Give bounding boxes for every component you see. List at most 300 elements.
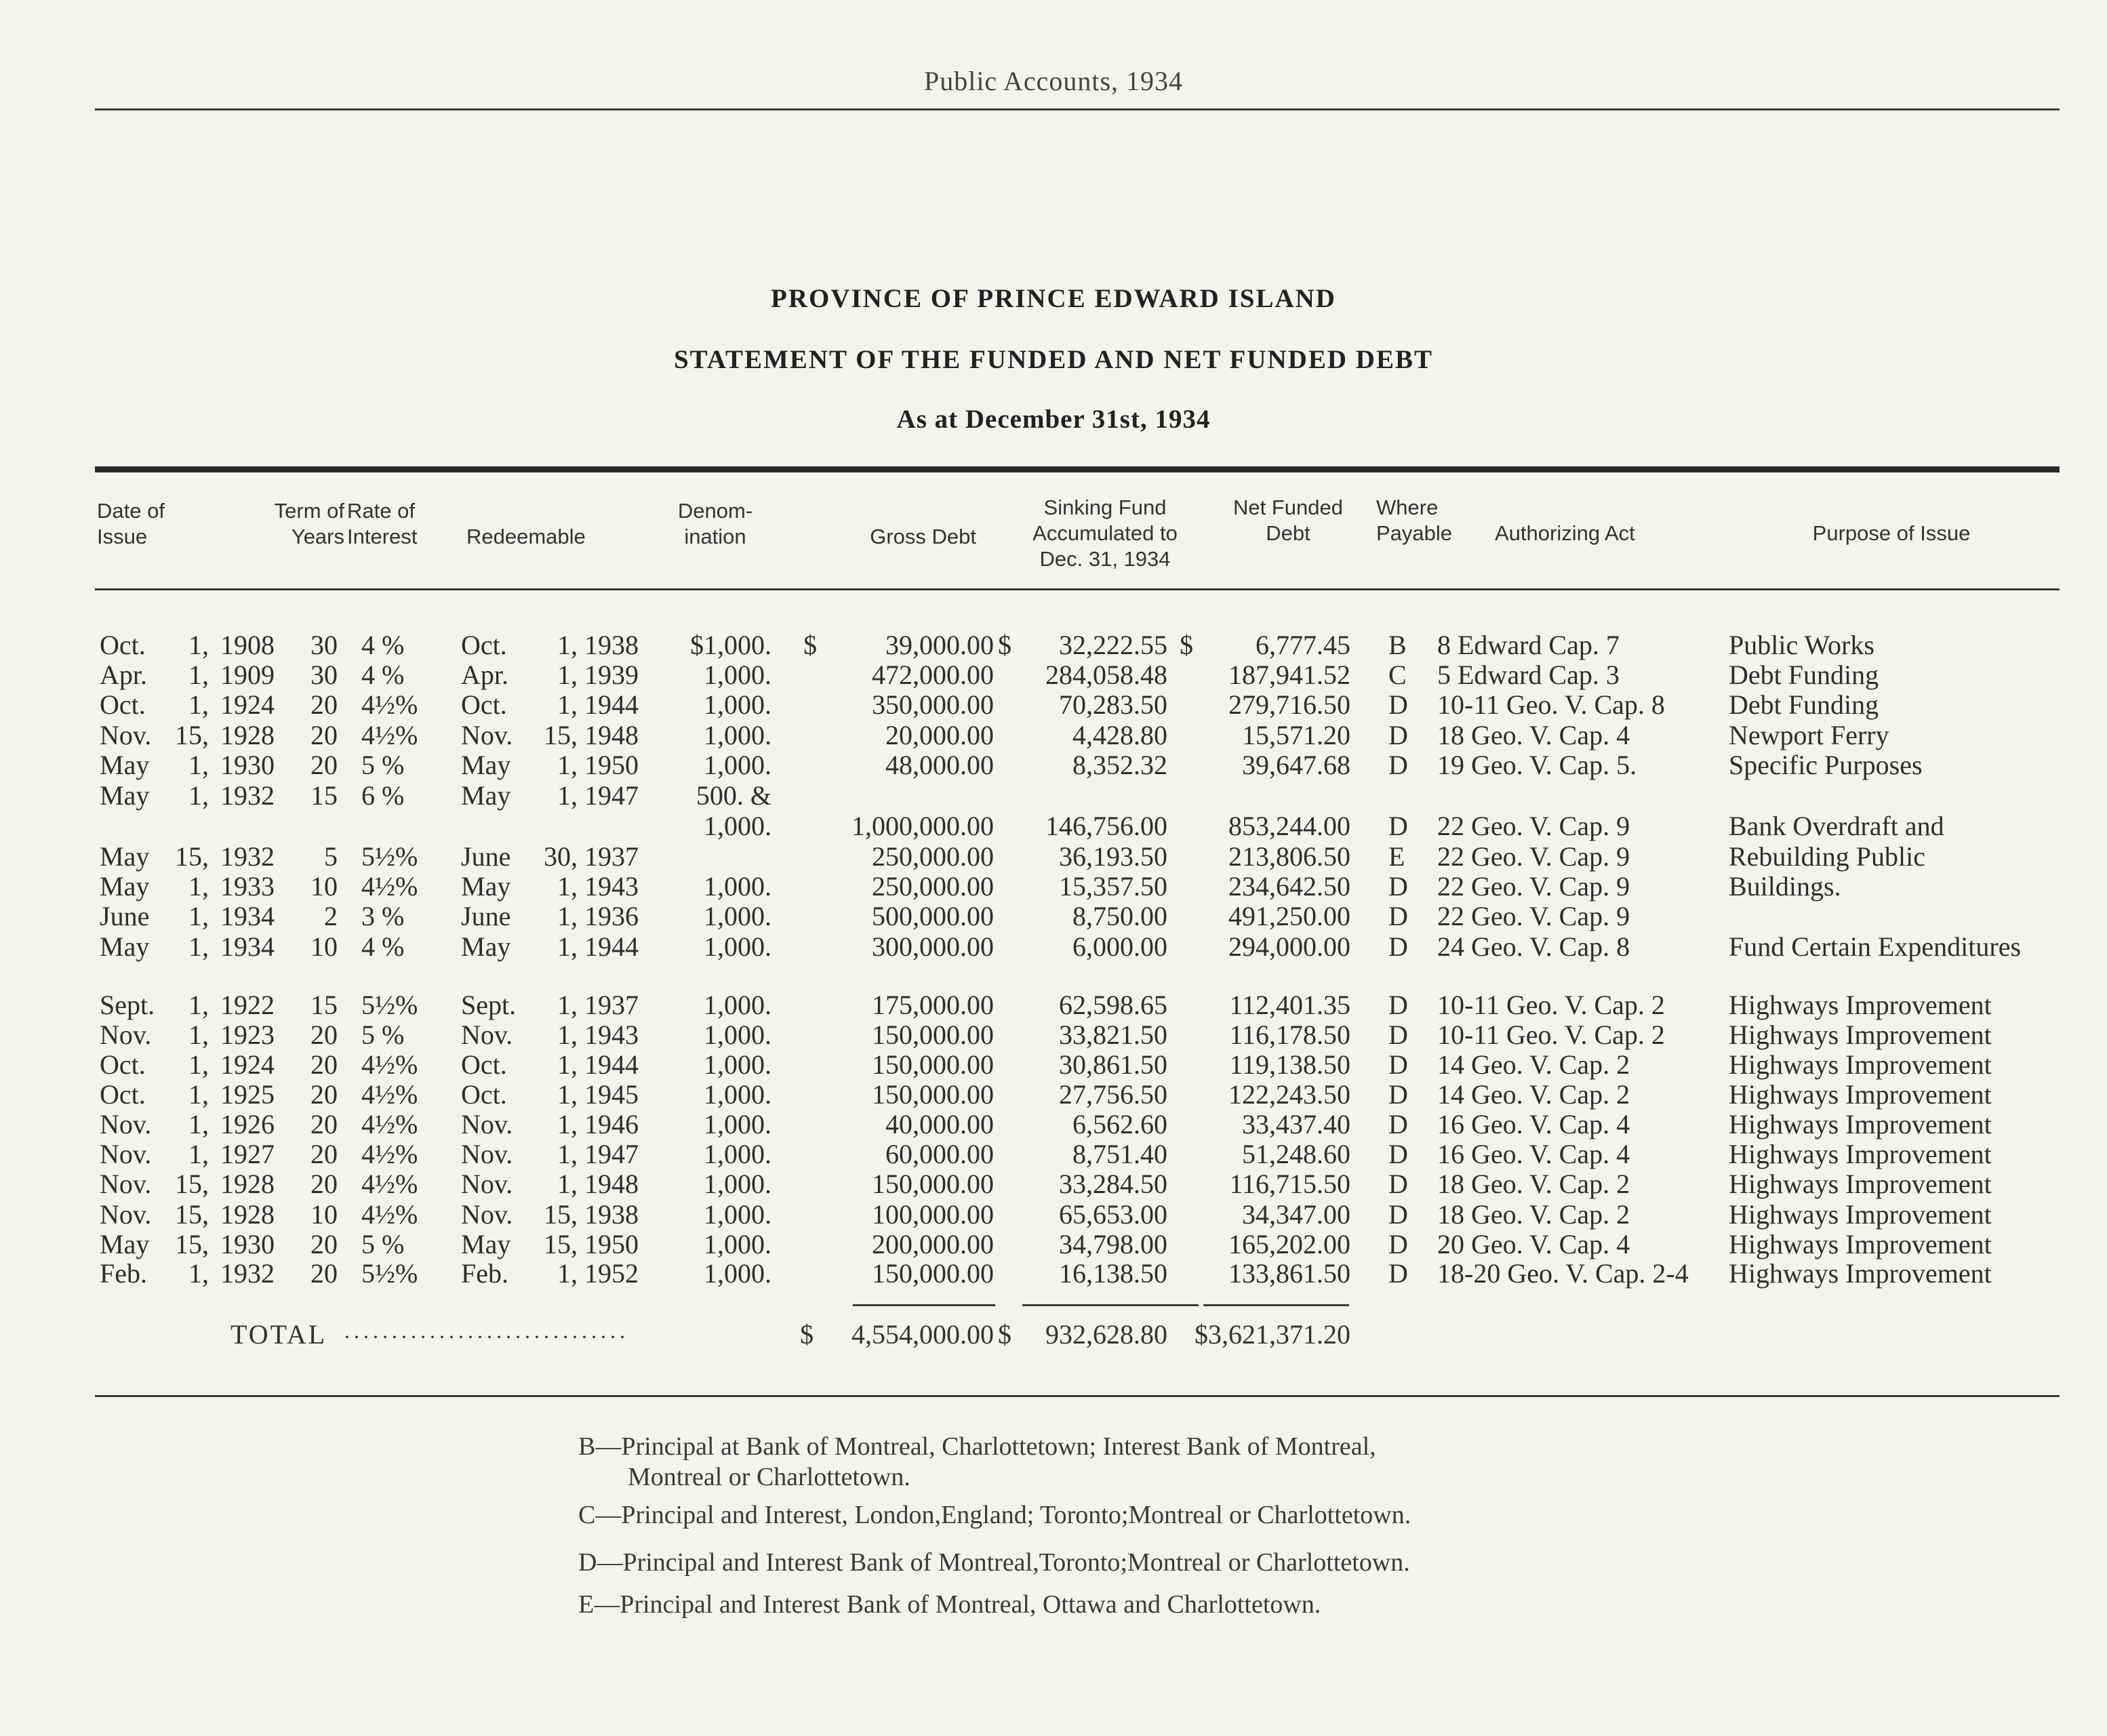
note-e: E—Principal and Interest Bank of Montreal, Ottawa and Charlottetown.	[578, 1590, 1321, 1619]
net-funded-debt: 15,571.20	[1242, 720, 1350, 750]
redeem-year: 1946	[584, 1109, 639, 1139]
issue-year: 1930	[220, 1229, 275, 1259]
purpose-of-issue: Specific Purposes	[1729, 750, 1923, 780]
authorizing-act: 14 Geo. V. Cap. 2	[1437, 1079, 1630, 1110]
title-statement: STATEMENT OF THE FUNDED AND NET FUNDED DEBT	[673, 345, 1434, 374]
purpose-of-issue: Highways Improvement	[1729, 1139, 1992, 1169]
purpose-of-issue: Highways Improvement	[1729, 1229, 1992, 1259]
where-payable: D	[1388, 990, 1408, 1020]
purpose-of-issue: Bank Overdraft and	[1729, 811, 1944, 841]
authorizing-act: 22 Geo. V. Cap. 9	[1437, 871, 1630, 902]
gross-debt: 1,000,000.00	[851, 811, 994, 841]
total-rule-sinking	[1022, 1304, 1199, 1306]
redeem-month: May	[461, 871, 511, 902]
total-net-funded: $3,621,371.20	[1195, 1319, 1350, 1350]
interest-rate: 4½%	[361, 720, 418, 750]
issue-month: Nov.	[100, 1109, 152, 1139]
table-row	[0, 1108, 2107, 1138]
net-funded-debt: 853,244.00	[1228, 811, 1350, 841]
total-gross-prefix: $	[800, 1319, 814, 1350]
where-payable: D	[1388, 1079, 1408, 1110]
sinking-fund: 284,058.48	[1045, 660, 1167, 690]
gross-debt: 472,000.00	[872, 660, 994, 690]
net-funded-debt: 213,806.50	[1228, 841, 1350, 872]
issue-year: 1928	[220, 1199, 275, 1230]
interest-rate: 4½%	[361, 1169, 418, 1199]
sinking-fund: 30,861.50	[1059, 1049, 1167, 1080]
term-years: 30	[310, 630, 338, 660]
issue-day: 1,	[188, 931, 209, 962]
col-rate: Rate of Interest	[347, 499, 418, 548]
issue-day: 1,	[188, 871, 209, 902]
interest-rate: 5 %	[361, 1020, 405, 1050]
redeem-month: Nov.	[461, 720, 513, 750]
denomination: 1,000.	[704, 750, 771, 780]
table-row	[0, 629, 2107, 659]
issue-month: May	[100, 931, 150, 962]
issue-year: 1930	[220, 750, 275, 780]
redeem-month: May	[461, 1229, 511, 1259]
where-payable: C	[1388, 660, 1407, 690]
table-row	[0, 780, 2107, 809]
net-funded-debt: 33,437.40	[1242, 1109, 1350, 1139]
sinking-fund: 32,222.55	[1059, 630, 1167, 660]
table-row	[0, 931, 2107, 961]
purpose-of-issue: Highways Improvement	[1729, 1079, 1992, 1110]
issue-day: 1,	[188, 901, 209, 931]
interest-rate: 4 %	[361, 660, 405, 690]
interest-rate: 5½%	[361, 1258, 418, 1289]
redeem-year: 1948	[584, 1169, 639, 1199]
redeem-year: 1943	[584, 1020, 639, 1050]
issue-month: May	[100, 841, 150, 872]
table-bottom-rule	[95, 1395, 2060, 1397]
authorizing-act: 22 Geo. V. Cap. 9	[1437, 901, 1630, 931]
where-payable: D	[1388, 689, 1408, 720]
issue-day: 1,	[188, 660, 209, 690]
interest-rate: 4½%	[361, 1109, 418, 1139]
term-years: 15	[310, 780, 338, 811]
interest-rate: 5½%	[361, 990, 418, 1020]
authorizing-act: 19 Geo. V. Cap. 5.	[1437, 750, 1637, 780]
redeem-day: 1,	[557, 750, 578, 780]
purpose-of-issue: Debt Funding	[1729, 660, 1879, 690]
redeem-day: 1,	[557, 990, 578, 1020]
issue-year: 1927	[220, 1139, 275, 1169]
purpose-of-issue: Rebuilding Public	[1729, 841, 1925, 872]
denomination: 1,000.	[704, 1258, 771, 1289]
purpose-of-issue: Highways Improvement	[1729, 1199, 1992, 1230]
net-funded-debt: 119,138.50	[1229, 1049, 1350, 1080]
redeem-day: 15,	[544, 1199, 578, 1230]
term-years: 20	[310, 1049, 338, 1080]
sinking-prefix: $	[998, 630, 1011, 660]
net-funded-debt: 6,777.45	[1256, 630, 1350, 660]
redeem-year: 1947	[584, 1139, 639, 1169]
issue-day: 1,	[188, 1109, 209, 1139]
interest-rate: 4 %	[361, 630, 405, 660]
gross-debt: 150,000.00	[872, 1020, 994, 1050]
issue-day: 1,	[188, 750, 209, 780]
redeem-year: 1950	[584, 750, 639, 780]
interest-rate: 5 %	[361, 1229, 405, 1259]
note-b: B—Principal at Bank of Montreal, Charlottetown; Interest Bank of Montreal,	[578, 1432, 1376, 1461]
gross-debt: 250,000.00	[872, 841, 994, 872]
issue-year: 1928	[220, 720, 275, 750]
term-years: 20	[310, 1229, 338, 1259]
net-funded-debt: 279,716.50	[1228, 689, 1350, 720]
gross-debt: 200,000.00	[872, 1229, 994, 1259]
term-years: 20	[310, 720, 338, 750]
gross-debt: 40,000.00	[885, 1109, 994, 1139]
redeem-day: 1,	[557, 1049, 578, 1080]
denomination: 1,000.	[704, 720, 771, 750]
term-years: 20	[310, 689, 338, 720]
total-sinking-fund: 932,628.80	[1045, 1319, 1167, 1350]
net-funded-debt: 491,250.00	[1228, 901, 1350, 931]
issue-year: 1932	[220, 780, 275, 811]
term-years: 20	[310, 1109, 338, 1139]
issue-day: 15,	[175, 1199, 209, 1230]
interest-rate: 4 %	[361, 931, 405, 962]
where-payable: D	[1388, 1169, 1408, 1199]
interest-rate: 5½%	[361, 841, 418, 872]
redeem-year: 1947	[584, 780, 639, 811]
issue-month: Oct.	[100, 1079, 146, 1110]
gross-debt: 500,000.00	[872, 901, 994, 931]
net-funded-debt: 116,715.50	[1229, 1169, 1350, 1199]
denomination: 1,000.	[704, 901, 771, 931]
col-term: Term of Years	[274, 499, 344, 548]
issue-day: 15,	[175, 1169, 209, 1199]
denomination: 1,000.	[704, 660, 771, 690]
authorizing-act: 22 Geo. V. Cap. 9	[1437, 841, 1630, 872]
net-funded-debt: 122,243.50	[1228, 1079, 1350, 1110]
denomination: 1,000.	[704, 1199, 771, 1230]
authorizing-act: 8 Edward Cap. 7	[1437, 630, 1620, 660]
table-row	[0, 1168, 2107, 1198]
issue-year: 1924	[220, 1049, 275, 1080]
interest-rate: 4½%	[361, 1139, 418, 1169]
sinking-fund: 27,756.50	[1059, 1079, 1167, 1110]
col-net-funded: Net Funded Debt	[1233, 496, 1343, 545]
gross-debt: 175,000.00	[872, 990, 994, 1020]
where-payable: D	[1388, 1109, 1408, 1139]
redeem-month: Feb.	[461, 1258, 508, 1289]
redeem-year: 1952	[584, 1258, 639, 1289]
where-payable: D	[1388, 1199, 1408, 1230]
where-payable: D	[1388, 931, 1408, 962]
redeem-day: 15,	[544, 1229, 578, 1259]
issue-month: Oct.	[100, 630, 146, 660]
sinking-fund: 33,821.50	[1059, 1020, 1167, 1050]
header-rule	[95, 108, 2060, 110]
table-row	[0, 989, 2107, 1019]
issue-day: 1,	[188, 1139, 209, 1169]
purpose-of-issue: Buildings.	[1729, 871, 1841, 902]
redeem-month: Nov.	[461, 1020, 513, 1050]
issue-month: May	[100, 780, 150, 811]
issue-month: Nov.	[100, 1169, 152, 1199]
term-years: 5	[324, 841, 338, 872]
issue-year: 1932	[220, 841, 275, 872]
term-years: 2	[324, 901, 338, 931]
redeem-day: 1,	[557, 871, 578, 902]
issue-day: 1,	[188, 1020, 209, 1050]
denomination: 1,000.	[704, 1169, 771, 1199]
redeem-year: 1950	[584, 1229, 639, 1259]
issue-month: Nov.	[100, 1139, 152, 1169]
interest-rate: 4½%	[361, 1049, 418, 1080]
redeem-day: 1,	[557, 780, 578, 811]
issue-year: 1909	[220, 660, 275, 690]
where-payable: D	[1388, 750, 1408, 780]
note-c: C—Principal and Interest, London,England; Toronto;Montreal or Charlottetown.	[578, 1501, 1411, 1529]
redeem-month: May	[461, 780, 511, 811]
col-redeemable: Redeemable	[466, 525, 586, 548]
issue-month: May	[100, 1229, 150, 1259]
sinking-fund: 146,756.00	[1045, 811, 1167, 841]
redeem-month: May	[461, 750, 511, 780]
redeem-day: 1,	[557, 1020, 578, 1050]
table-row	[0, 1049, 2107, 1078]
issue-day: 1,	[188, 1258, 209, 1289]
redeem-month: June	[461, 901, 511, 931]
gross-debt: 150,000.00	[872, 1258, 994, 1289]
table-row	[0, 719, 2107, 749]
denomination: 500. &	[696, 780, 771, 811]
redeem-month: Oct.	[461, 1079, 507, 1110]
purpose-of-issue: Newport Ferry	[1729, 720, 1889, 750]
interest-rate: 4½%	[361, 1199, 418, 1230]
issue-year: 1926	[220, 1109, 275, 1139]
redeem-year: 1936	[584, 901, 639, 931]
sinking-fund: 6,562.60	[1072, 1109, 1167, 1139]
issue-month: Nov.	[100, 720, 152, 750]
issue-day: 1,	[188, 1079, 209, 1110]
redeem-day: 1,	[557, 1079, 578, 1110]
gross-debt: 20,000.00	[885, 720, 994, 750]
total-leader: ..............................	[344, 1318, 629, 1343]
purpose-of-issue: Highways Improvement	[1729, 1109, 1992, 1139]
col-gross-debt: Gross Debt	[870, 525, 976, 548]
authorizing-act: 16 Geo. V. Cap. 4	[1437, 1139, 1630, 1169]
redeem-year: 1939	[584, 660, 639, 690]
redeem-month: Nov.	[461, 1109, 513, 1139]
redeem-month: Nov.	[461, 1199, 513, 1230]
term-years: 20	[310, 1079, 338, 1110]
redeem-month: Nov.	[461, 1139, 513, 1169]
authorizing-act: 14 Geo. V. Cap. 2	[1437, 1049, 1630, 1080]
denomination: 1,000.	[704, 689, 771, 720]
net-funded-debt: 187,941.52	[1228, 660, 1350, 690]
net-prefix: $	[1180, 630, 1193, 660]
sinking-fund: 36,193.50	[1059, 841, 1167, 872]
authorizing-act: 18 Geo. V. Cap. 2	[1437, 1169, 1630, 1199]
authorizing-act: 18 Geo. V. Cap. 2	[1437, 1199, 1630, 1230]
col-date-of-issue: Date of Issue	[97, 499, 165, 548]
redeem-day: 15,	[544, 720, 578, 750]
col-denomination: Denom- ination	[677, 499, 753, 548]
interest-rate: 4½%	[361, 689, 418, 720]
purpose-of-issue: Highways Improvement	[1729, 1020, 1992, 1050]
interest-rate: 5 %	[361, 750, 405, 780]
denomination: 1,000.	[704, 1020, 771, 1050]
interest-rate: 4½%	[361, 871, 418, 902]
where-payable: B	[1388, 630, 1407, 660]
issue-day: 1,	[188, 630, 209, 660]
purpose-of-issue: Highways Improvement	[1729, 990, 1992, 1020]
authorizing-act: 20 Geo. V. Cap. 4	[1437, 1229, 1630, 1259]
table-row	[0, 1138, 2107, 1168]
col-where-payable: Where Payable	[1376, 496, 1453, 545]
term-years: 20	[310, 1020, 338, 1050]
col-authorizing-act: Authorizing Act	[1495, 521, 1635, 545]
where-payable: E	[1388, 841, 1405, 872]
term-years: 10	[310, 931, 338, 962]
redeem-day: 1,	[557, 1139, 578, 1169]
redeem-day: 1,	[557, 1109, 578, 1139]
gross-debt: 100,000.00	[872, 1199, 994, 1230]
sinking-fund: 33,284.50	[1059, 1169, 1167, 1199]
table-row	[0, 1257, 2107, 1287]
gross-debt: 150,000.00	[872, 1169, 994, 1199]
issue-year: 1928	[220, 1169, 275, 1199]
term-years: 20	[310, 750, 338, 780]
redeem-year: 1944	[584, 931, 639, 962]
denomination: 1,000.	[704, 811, 771, 841]
gross-prefix: $	[803, 630, 817, 660]
issue-month: Nov.	[100, 1020, 152, 1050]
table-row	[0, 870, 2107, 900]
issue-day: 1,	[188, 1049, 209, 1080]
issue-day: 1,	[188, 780, 209, 811]
denomination: 1,000.	[704, 1049, 771, 1080]
table-row	[0, 1019, 2107, 1049]
title-province: PROVINCE OF PRINCE EDWARD ISLAND	[771, 284, 1336, 313]
where-payable: D	[1388, 1049, 1408, 1080]
denomination: 1,000.	[704, 1109, 771, 1139]
net-funded-debt: 294,000.00	[1228, 931, 1350, 962]
net-funded-debt: 112,401.35	[1229, 990, 1350, 1020]
issue-day: 15,	[175, 841, 209, 872]
gross-debt: 150,000.00	[872, 1049, 994, 1080]
total-sinking-prefix: $	[998, 1319, 1011, 1350]
issue-day: 1,	[188, 689, 209, 720]
issue-day: 1,	[188, 990, 209, 1020]
authorizing-act: 16 Geo. V. Cap. 4	[1437, 1109, 1630, 1139]
issue-day: 15,	[175, 1229, 209, 1259]
purpose-of-issue: Debt Funding	[1729, 689, 1879, 720]
where-payable: D	[1388, 1020, 1408, 1050]
sinking-fund: 70,283.50	[1059, 689, 1167, 720]
issue-month: May	[100, 750, 150, 780]
table-top-rule	[95, 466, 2060, 472]
term-years: 20	[310, 1139, 338, 1169]
sinking-fund: 4,428.80	[1072, 720, 1167, 750]
issue-month: June	[100, 901, 150, 931]
gross-debt: 350,000.00	[872, 689, 994, 720]
sinking-fund: 8,352.32	[1072, 750, 1167, 780]
interest-rate: 4½%	[361, 1079, 418, 1110]
issue-year: 1923	[220, 1020, 275, 1050]
table-row	[0, 1078, 2107, 1108]
table-row	[0, 749, 2107, 779]
denomination: 1,000.	[704, 1229, 771, 1259]
gross-debt: 300,000.00	[872, 931, 994, 962]
interest-rate: 3 %	[361, 901, 405, 931]
total-rule-net	[1203, 1304, 1349, 1306]
redeem-month: Oct.	[461, 689, 507, 720]
redeem-year: 1945	[584, 1079, 639, 1110]
redeem-year: 1937	[584, 990, 639, 1020]
redeem-year: 1937	[584, 841, 639, 872]
redeem-month: Oct.	[461, 1049, 507, 1080]
redeem-day: 1,	[557, 901, 578, 931]
where-payable: D	[1388, 720, 1408, 750]
gross-debt: 39,000.00	[885, 630, 994, 660]
redeem-day: 1,	[557, 1258, 578, 1289]
gross-debt: 150,000.00	[872, 1079, 994, 1110]
redeem-month: Sept.	[461, 990, 517, 1020]
issue-year: 1908	[220, 630, 275, 660]
issue-year: 1922	[220, 990, 275, 1020]
where-payable: D	[1388, 901, 1408, 931]
redeem-day: 1,	[557, 660, 578, 690]
issue-year: 1934	[220, 931, 275, 962]
sinking-fund: 16,138.50	[1059, 1258, 1167, 1289]
term-years: 20	[310, 1258, 338, 1289]
redeem-day: 30,	[544, 841, 578, 872]
issue-month: Apr.	[100, 660, 147, 690]
note-b-continued: Montreal or Charlottetown.	[628, 1463, 910, 1491]
redeem-month: Oct.	[461, 630, 507, 660]
purpose-of-issue: Highways Improvement	[1729, 1169, 1992, 1199]
net-funded-debt: 39,647.68	[1242, 750, 1350, 780]
redeem-year: 1944	[584, 1049, 639, 1080]
where-payable: D	[1388, 1139, 1408, 1169]
sinking-fund: 8,750.00	[1072, 901, 1167, 931]
denomination: 1,000.	[704, 1079, 771, 1110]
purpose-of-issue: Fund Certain Expenditures	[1729, 931, 2022, 962]
authorizing-act: 24 Geo. V. Cap. 8	[1437, 931, 1630, 962]
redeem-year: 1944	[584, 689, 639, 720]
col-sinking-fund: Sinking Fund Accumulated to Dec. 31, 1934	[1032, 496, 1178, 571]
issue-month: Nov.	[100, 1199, 152, 1230]
table-row	[0, 841, 2107, 870]
redeem-year: 1948	[584, 720, 639, 750]
redeem-year: 1938	[584, 1199, 639, 1230]
total-rule-gross	[853, 1304, 995, 1306]
running-head: Public Accounts, 1934	[923, 66, 1184, 96]
redeem-day: 1,	[557, 931, 578, 962]
authorizing-act: 10-11 Geo. V. Cap. 8	[1437, 689, 1665, 720]
redeem-month: Nov.	[461, 1169, 513, 1199]
authorizing-act: 5 Edward Cap. 3	[1437, 660, 1620, 690]
total-label: TOTAL	[230, 1319, 327, 1350]
redeem-day: 1,	[557, 630, 578, 660]
redeem-month: Apr.	[461, 660, 508, 690]
sinking-fund: 6,000.00	[1072, 931, 1167, 962]
denomination: 1,000.	[704, 931, 771, 962]
issue-month: Feb.	[100, 1258, 147, 1289]
authorizing-act: 22 Geo. V. Cap. 9	[1437, 811, 1630, 841]
sinking-fund: 15,357.50	[1059, 871, 1167, 902]
issue-month: May	[100, 871, 150, 902]
issue-year: 1933	[220, 871, 275, 902]
term-years: 30	[310, 660, 338, 690]
title-date: As at December 31st, 1934	[896, 405, 1211, 434]
